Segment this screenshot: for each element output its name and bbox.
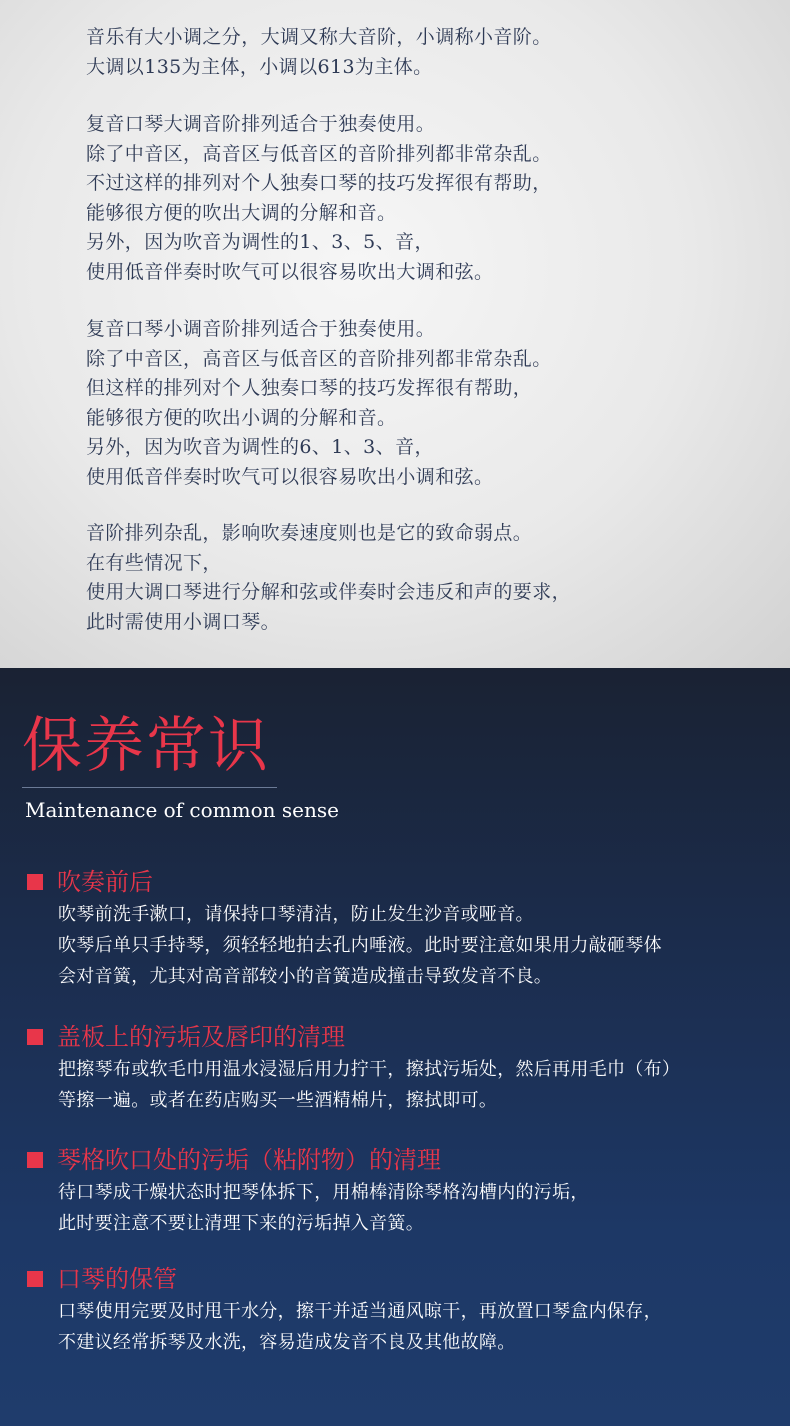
section-line: 等擦一遍。或者在药店购买一些酒精棉片，擦拭即可。 — [58, 1090, 498, 1111]
intro-line: 但这样的排列对个人独奏口琴的技巧发挥很有帮助， — [86, 377, 533, 399]
square-bullet-icon — [27, 1029, 43, 1045]
intro-line: 不过这样的排列对个人独奏口琴的技巧发挥很有帮助， — [86, 172, 552, 194]
section-line: 此时要注意不要让清理下来的污垢掉入音簧。 — [58, 1213, 424, 1234]
section-body — [26, 1177, 776, 1239]
section-line: 会对音簧，尤其对高音部较小的音簧造成撞击导致发音不良。 — [58, 966, 553, 987]
title-divider — [22, 787, 277, 788]
intro-panel — [0, 0, 790, 668]
section-header — [26, 1262, 776, 1296]
intro-paragraph-3 — [86, 315, 552, 492]
intro-line: 此时需使用小调口琴。 — [86, 610, 281, 633]
section-storage — [26, 1262, 776, 1358]
section-body — [26, 1054, 776, 1116]
section-header — [26, 1020, 776, 1054]
intro-line: 使用大调口琴进行分解和弦或伴奏时会违反和声的要求， — [86, 581, 572, 603]
intro-paragraph-2 — [86, 110, 552, 287]
intro-line: 在有些情况下， — [86, 551, 222, 574]
intro-line: 除了中音区，高音区与低音区的音阶排列都非常杂乱。 — [86, 347, 552, 370]
section-title: 盖板上的污垢及唇印的清理 — [57, 1023, 345, 1051]
intro-line: 复音口琴小调音阶排列适合于独奏使用。 — [86, 318, 436, 340]
intro-line: 另外，因为吹音为调性的6、1、3、音， — [86, 436, 434, 458]
section-body — [26, 1296, 776, 1358]
section-line: 把擦琴布或软毛巾用温水浸湿后用力拧干，擦拭污垢处，然后再用毛巾（布） — [58, 1059, 681, 1080]
intro-line: 能够很方便的吹出小调的分解和音。 — [86, 406, 397, 429]
section-line: 待口琴成干燥状态时把琴体拆下，用棉棒清除琴格沟槽内的污垢， — [58, 1182, 589, 1203]
section-line: 口琴使用完要及时甩干水分，擦干并适当通风晾干，再放置口琴盒内保存， — [58, 1301, 662, 1322]
section-title: 吹奏前后 — [57, 868, 153, 896]
section-cover-cleaning — [26, 1020, 776, 1116]
intro-line: 除了中音区，高音区与低音区的音阶排列都非常杂乱。 — [86, 142, 552, 165]
section-line: 吹琴后单只手持琴，须轻轻地拍去孔内唾液。此时要注意如果用力敲砸琴体 — [58, 935, 662, 956]
section-line: 吹琴前洗手漱口，请保持口琴清洁，防止发生沙音或哑音。 — [58, 904, 534, 925]
section-title: 琴格吹口处的污垢（粘附物）的清理 — [57, 1146, 441, 1174]
section-header — [26, 1143, 776, 1177]
square-bullet-icon — [27, 1271, 43, 1287]
intro-paragraph-1 — [86, 23, 552, 82]
square-bullet-icon — [27, 874, 43, 890]
intro-line: 另外，因为吹音为调性的1、3、5、音， — [86, 231, 434, 253]
maintenance-panel — [0, 668, 790, 1426]
maintenance-title: 保养常识 — [22, 711, 270, 781]
intro-line: 能够很方便的吹出大调的分解和音。 — [86, 201, 397, 224]
intro-line: 使用低音伴奏时吹气可以很容易吹出大调和弦。 — [86, 260, 494, 283]
section-before-after-playing — [26, 865, 776, 992]
section-mouthpiece-cleaning — [26, 1143, 776, 1239]
maintenance-subtitle: Maintenance of common sense — [25, 798, 339, 822]
section-line: 不建议经常拆琴及水洗，容易造成发音不良及其他故障。 — [58, 1332, 516, 1353]
intro-line: 使用低音伴奏时吹气可以很容易吹出小调和弦。 — [86, 465, 494, 488]
intro-paragraph-4 — [86, 519, 571, 637]
intro-line: 音阶排列杂乱，影响吹奏速度则也是它的致命弱点。 — [86, 522, 533, 544]
intro-line: 音乐有大小调之分，大调又称大音阶，小调称小音阶。 — [86, 26, 552, 48]
intro-line: 大调以135为主体，小调以613为主体。 — [86, 55, 433, 78]
section-title: 口琴的保管 — [57, 1265, 177, 1293]
section-header — [26, 865, 776, 899]
square-bullet-icon — [27, 1152, 43, 1168]
section-body — [26, 899, 776, 992]
intro-line: 复音口琴大调音阶排列适合于独奏使用。 — [86, 113, 436, 135]
